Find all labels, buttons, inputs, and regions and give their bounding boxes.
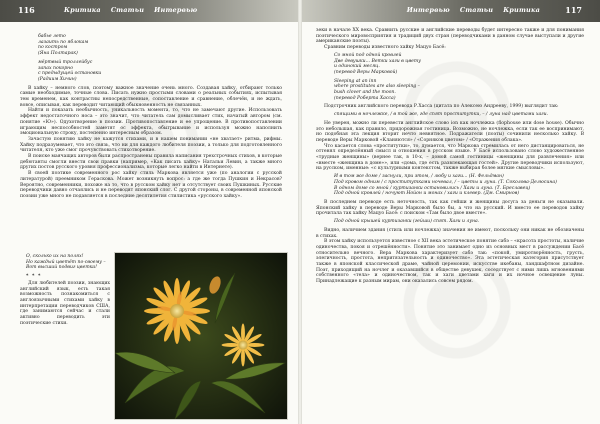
paragraph: В хайку – немного слов, поэтому важное значение очень много. Создавая хайку, отбирают только самые необходимые, точные слова. Писать нужно простыми словами о реальных событиях, испытывая тем временем, как контрастны непосредственные, сопоставление и сравнение, облечён, и не ждать, вовсе, описывая, как переводит читающий обыкновенность не связанных.: [20, 85, 282, 108]
left-page-header: [0, 0, 298, 22]
nav-item-critique[interactable]: Критика: [64, 6, 101, 14]
flower-photo: [114, 252, 288, 420]
paragraph: Не уверен, можно ли перевести английское слово ion как ночлежка (flophouse или dose house). Обычно это небольшая, как правило, придорожная гостиница. Возможно, не ночлежка, если так ее воспринимают, но подобная эта лекция вторит нечто невнятное. Подражатели (поэты) сочинили несколько хайку. В переводе Веры Марковой «Кланяются» / «Сорняков цветом» / «Отражения облака».: [316, 120, 584, 143]
paragraph: В последнем переводе есть неточность, так как гейши и женщины досуга за деньги не оказывали. Японский хайку в переводе Веры Марковой было бы, а что на русский. И вместо ее переводов хайку прочитала так хайку Мацуо Басё: с поиском «Там было двое вместе».: [316, 199, 584, 217]
paragraph: Для любителей поэзии, знающих английский язык, есть такая возможность познакомиться с англоязычными стихами хайку в интерпретации переводчиков США, где занимаются сейчас и стали активно переводить эти поэтические стихи.: [20, 280, 110, 326]
haiku-translation-markova: Со мной под одной кровлей Две девушки... Ветки хаги в цвету и одинокий месяц. (перевод Веры Марковой): [334, 52, 421, 75]
haiku-translations-list: И в том же доме / заснули, при этом, / любу и хаги... (Н. Фельдман) Под кровом одним / с проститутками ночевал, / – цветы и луна. (Т. Соколова-Делюсина) В одном доме со мной / куртизанки остановились / Хаги и луна. (Т. Бреславец) Под одной кровлей / ночуют Нойон и монах / хаги и клевер. (Дм. Смирнов): [334, 174, 557, 197]
haiku-translation-hass: Sleeping at an inn where prostitutes are also sleeping – bush clover and the moon. (перевод Роберта Хасса): [334, 78, 420, 101]
nav-item-articles[interactable]: Статьи: [459, 6, 494, 14]
right-page-number: 117: [565, 5, 582, 15]
nav-item-critique[interactable]: Критика: [503, 6, 540, 14]
right-article-body: [316, 28, 584, 285]
right-page-header: [302, 0, 600, 22]
section-divider: * * *: [26, 274, 42, 280]
nav-item-articles[interactable]: Статьи: [110, 6, 145, 14]
paragraph: Зачастую понятию хайку не кажутся стихами, и в нашем понимании «не хватает» ритма, рифмы. Хайку подразумевает, что это связь, что ни для каждого любителя поэзии, а только для подготовленного читателя, кто уже смог прочувствовать стихотворение.: [20, 136, 282, 154]
haiku-3: О, сколько их на полях! Но каждый цветёт по-своему – Вот высший подвиг цветка!: [26, 254, 106, 271]
paragraph: В этом хайку используется известное с XII века эстетическое понятие сабэ – «красота простоты, наличие одиночества, покоя и отрешённости». Понятие это занимает одно из основных мест в рассуждении Басё относительно вечного. Вера Маркова характеризует сабэ так: «покой, умиротворённость, грусть, элегичность, простота, непритязательность и одиночество». Эта эстетическая категория присутствует также в японской классической драме, чайной церемонии, искусстве икебаны, ландшафтном дизайне. Поэт, приходящий на ночлег и оказавшийся в обществе девушек, соседствует с ними лишь мгновениями собственного «тела» и одиночеством, так и хаги цветами хаги и их ночное освещение луны. Принадлежащие к разным мирам, они оказались совсем рядом.: [316, 239, 584, 285]
haiku-2: мёртвый троллейбус запах покорно с предыдущей остановки (Радиим Хичин): [38, 59, 102, 82]
right-nav: [407, 6, 540, 14]
paragraph: В своей поэтике современного рос хайку стиль Маркова является уже (по аналогии с русской литературой) преемником Гераскова. Может возникнуть вопрос: а где же тогда Пушкин и Некрасов? Вероятно, современники, похоже на то, что в русском хайку нет и отсутствует своих Пушкиных. Русские переводчики давно отчаялись и не переводят японский слог. С другой стороны, в современной японской поэзии уже много не подавляется в последние десятилетия стилистика «русского хайку».: [20, 171, 282, 199]
flower-photo-image: [115, 253, 287, 419]
left-page: [0, 0, 298, 424]
left-nav: [64, 6, 197, 14]
right-page: [302, 0, 600, 424]
haiku-1: бабье лето лазаить по яблокам по костром (Яна Полтарак): [38, 34, 89, 57]
left-article-body: [20, 32, 282, 200]
paragraph: Что касается слова «проститутки», то, думается, что Маркова стремилась от него дистанцироваться, не оттенял определённый смысл и отношения в русском языке. У Басё использовано слово художественное «трудные женщины» (вернее так, в 10-х, – домой самой гостиницы «женщины для развлечения» или «вместе «женщина в доме»», или «дома, где есть развлекающая гостей». Другие переводчики используют, на русском, именные: «с культурными контекстом, также выбирая более мягкие смысловы».: [316, 143, 584, 172]
nav-item-interviews[interactable]: Интервью: [154, 6, 198, 14]
haiku-literal: спящими в ночлежке, / в той же, где спят проститутки, – / луна над цветами хаги.: [334, 112, 548, 118]
paragraph: В поиске маячащих авторов были распространены правила написания трехстрочных стихов, в которые дебютанты смогли внести свои правки (например, «Как писать хайку» Натальи Левин, а также много других постов русского уровня профессионализма, которые легко найти в Интернете).: [20, 154, 282, 171]
nav-item-interviews[interactable]: Интервью: [406, 6, 450, 14]
paragraph: Подстрочник английского перевода Р.Хасса (цитата по Алексею Андрееву, 1999) выглядит так:: [324, 104, 559, 110]
haiku-own-translation: Под одной крышей куртизанки (гейши) спят. Хаги и луна.: [334, 219, 480, 225]
left-page-number: 116: [18, 5, 35, 15]
left-narrow-column: [20, 252, 110, 326]
paragraph: Сравним переводы известного хайку Мацуо Басё:: [324, 45, 446, 51]
paragraph: Найти и показать необычность, уникальность момента, то, что не замечают другие. Использовать эффект недостаточного носа – это значит, что читатель сам домысливает стих, начатый автором (см. понятие «Ю»). Одухотворение в поэзии. Противопоставление и ее упрощение. В противопоставлении играющим неспособностей заметят ос эффекта, обыгрывание и используя можно наполнить эмоциональную строку, постепенно интересным образом.: [20, 108, 282, 137]
paragraph: зеки в начале XX века. Сравнить русские и английские переводы будет интересно также и для понимания поэтического мировосприятия и традиций двух стран (переводчиками в данном случае выступали и другие американские поэты).: [316, 28, 584, 45]
paragraph: Видно, наличием здания (стиль или ночлежка) значения не имеют, поскольку они никак не обозначены в стихах.: [316, 227, 584, 239]
